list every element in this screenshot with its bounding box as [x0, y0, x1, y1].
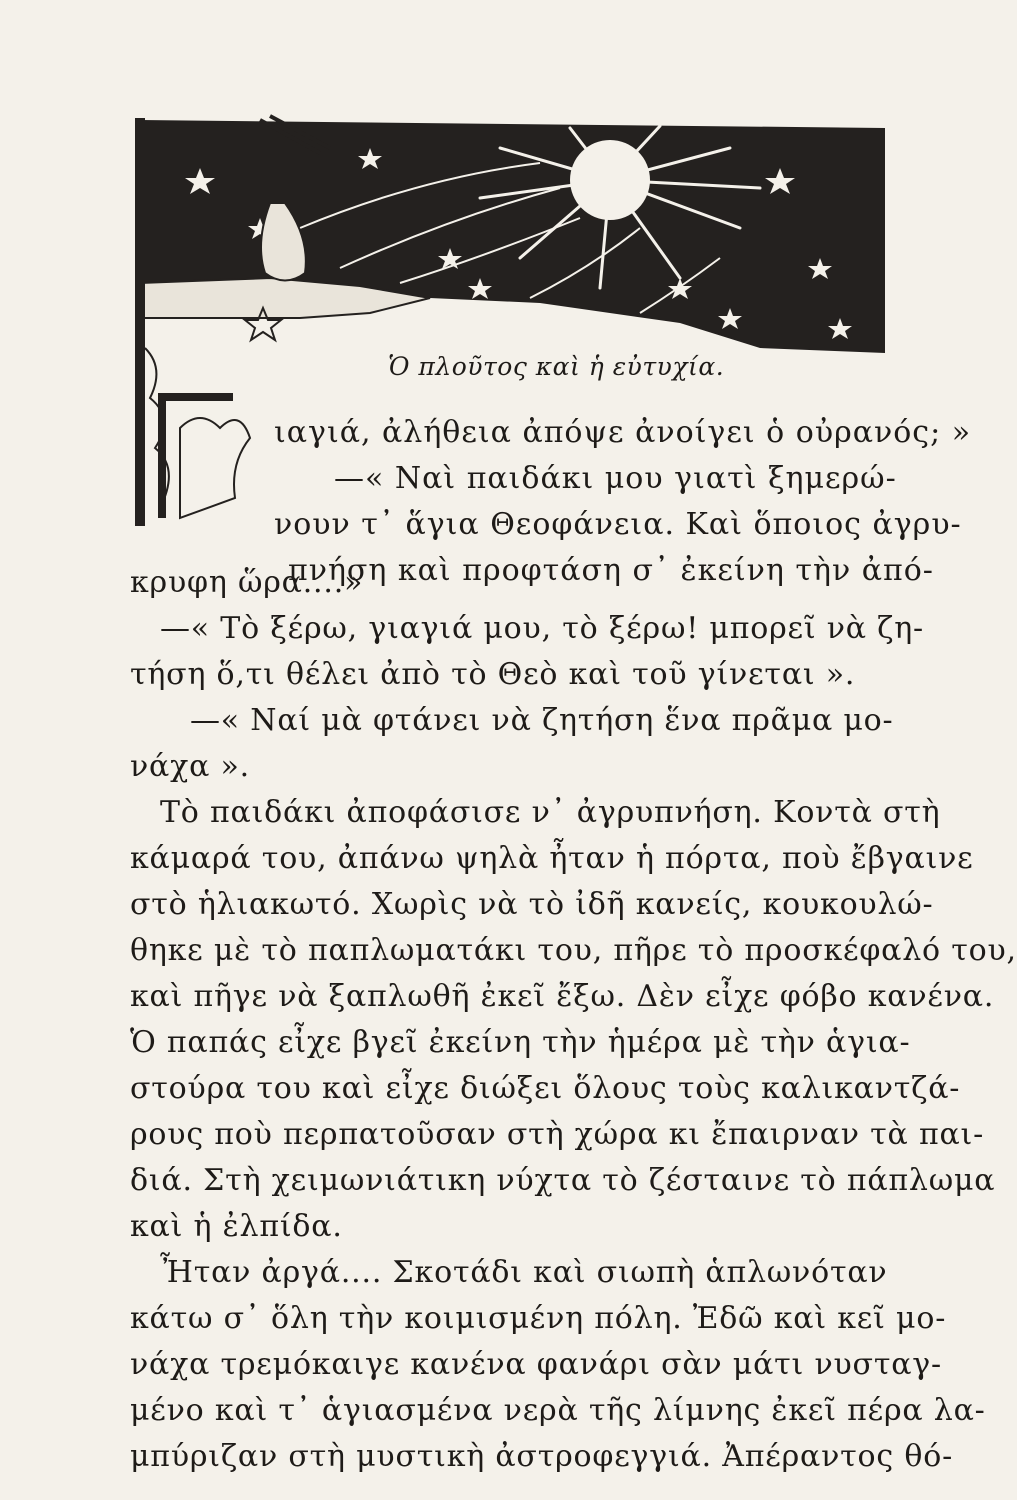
text-line: καὶ πῆγε νὰ ξαπλωθῆ ἐκεῖ ἔξω. Δὲν εἶχε φόβο κανένα.: [130, 979, 995, 1014]
text-line: νάχα ».: [130, 749, 250, 784]
text-line: μένο καὶ τ᾽ ἁγιασμένα νερὰ τῆς λίμνης ἐκεῖ πέρα λα-: [130, 1393, 986, 1428]
text-line: —« Ναὶ παιδάκι μου γιατὶ ξημερώ-: [334, 461, 897, 496]
text-line: κάτω σ᾽ ὅλη τὴν κοιμισμένη πόλη. Ἐδῶ καὶ κεῖ μο-: [130, 1301, 947, 1336]
text-line: καὶ ἡ ἐλπίδα.: [130, 1209, 343, 1244]
text-line: κάμαρά του, ἀπάνω ψηλὰ ἦταν ἡ πόρτα, ποὺ ἔβγαινε: [130, 841, 974, 876]
text-line: ιαγιά, ἀλήθεια ἀπόψε ἀνοίγει ὁ οὐρανός; »: [274, 415, 972, 450]
body-text: [130, 560, 1017, 1480]
text-line: ρους ποὺ περπατοῦσαν στὴ χώρα κι ἔπαιρναν τὰ παι-: [130, 1117, 985, 1152]
text-line: —« Ναί μὰ φτάνει νὰ ζητήση ἕνα πρᾶμα μο-: [190, 703, 894, 738]
text-line: Ἦταν ἀργά.... Σκοτάδι καὶ σιωπὴ ἁπλωνόταν: [160, 1255, 888, 1290]
text-line: στούρα του καὶ εἶχε διώξει ὅλους τοὺς καλικαντζά-: [130, 1071, 961, 1106]
story-title: Ὁ πλοῦτος καὶ ἡ εὐτυχία.: [388, 352, 725, 381]
text-line: Τὸ παιδάκι ἀποφάσισε ν᾽ ἀγρυπνήση. Κοντὰ στὴ: [160, 795, 941, 830]
text-line: νουν τ᾽ ἅγια Θεοφάνεια. Καὶ ὅποιος ἀγρυ-: [274, 507, 962, 542]
text-line: τήση ὅ,τι θέλει ἀπὸ τὸ Θεὸ καὶ τοῦ γίνεται ».: [130, 657, 856, 692]
text-line: Ὁ παπάς εἶχε βγεῖ ἐκείνη τὴν ἡμέρα μὲ τὴν ἁγια-: [130, 1025, 911, 1060]
text-line: πνήση καὶ προφτάση σ᾽ ἐκείνη τὴν ἀπό-: [288, 553, 934, 588]
text-line: —« Τὸ ξέρω, γιαγιά μου, τὸ ξέρω! μπορεῖ νὰ ζη-: [160, 611, 924, 646]
text-line: θηκε μὲ τὸ παπλωματάκι του, πῆρε τὸ προσκέφαλό του,: [130, 933, 1017, 968]
text-line: στὸ ἡλιακωτό. Χωρὶς νὰ τὸ ἰδῆ κανείς, κουκουλώ-: [130, 887, 934, 922]
text-line: κρυφη ὥρα....»: [130, 565, 364, 600]
text-line: διά. Στὴ χειμωνιάτικη νύχτα τὸ ζέσταινε τὸ πάπλωμα: [130, 1163, 996, 1198]
text-line: μπύριζαν στὴ μυστικὴ ἀστροφεγγιά. Ἀπέραντος θό-: [130, 1439, 954, 1474]
text-line: νάχα τρεμόκαιγε κανένα φανάρι σὰν μάτι νυσταγ-: [130, 1347, 942, 1382]
